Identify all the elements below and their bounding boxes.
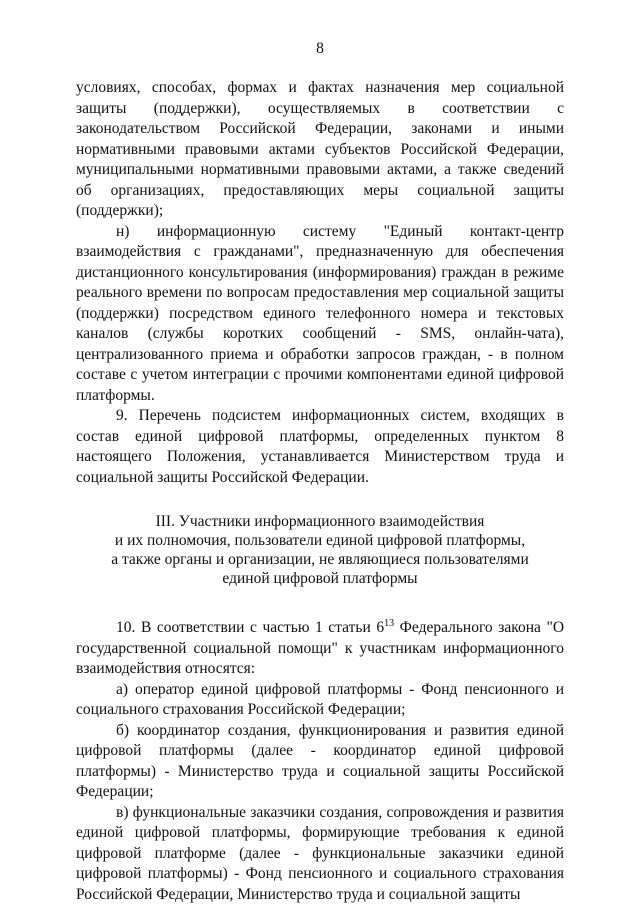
paragraph-item-v: в) функциональные заказчики создания, сопровождения и развития единой цифровой платформы, формирующие требования к единой цифровой платформе (далее - функциональные заказчики единой цифровой платформы) - Фонд пенсионного и социального страхования Российской Федерации, Министерство труда и социальной защиты xyxy=(76,803,564,903)
paragraph-continuation: условиях, способах, формах и фактах назначения мер социальной защиты (поддержки), осуществляемых в соответствии с законодательством Российской Федерации, законами и иными нормативными правовыми актами субъектов Российской Федерации, муниципальными нормативными правовыми актами, а также сведений об организациях, предоставляющих меры социальной защиты (поддержки); xyxy=(76,79,564,219)
paragraph-item-n: н) информационную систему "Единый контакт-центр взаимодействия с гражданами", предназначенную для обеспечения дистанционного консультирования (информирования) граждан в режиме реального времени по вопросам предоставления мер социальной защиты (поддержки) посредством единого телефонного номера и текстовых каналов (службы коротких сообщений - SMS, онлайн-чата), централизованного приема и обработки запросов граждан, - в полном составе с учетом интеграции с прочими компонентами единой цифровой платформы. xyxy=(76,222,564,404)
section-heading-3 xyxy=(76,512,564,588)
page-number: 8 xyxy=(316,40,324,57)
section-heading-line: III. Участники информационного взаимодействия xyxy=(155,513,485,530)
paragraph-item-b: б) координатор создания, функционирования и развития единой цифровой платформы (далее - координатор единой цифровой платформы) - Министерство труда и социальной защиты Российской Федерации; xyxy=(76,721,564,800)
article-superscript: 13 xyxy=(384,617,395,629)
section-heading-line: и их полномочия, пользователи единой цифровой платформы, xyxy=(114,532,526,549)
paragraph-9: 9. Перечень подсистем информационных систем, входящих в состав единой цифровой платформы, определенных пунктом 8 настоящего Положения, устанавливается Министерством труда и социальной защиты Российской Федерации. xyxy=(76,407,564,486)
section-heading-line: а также органы и организации, не являющиеся пользователями xyxy=(111,551,529,568)
paragraph-10-start: 10. В соответствии с частью 1 статьи 6 xyxy=(116,619,385,636)
document-body xyxy=(76,78,564,905)
paragraph-10-rest: Федерального закона "О государственной социальной помощи" к участникам информационного взаимодействия относятся: xyxy=(76,619,565,677)
section-heading-line: единой цифровой платформы xyxy=(222,570,418,587)
paragraph-item-a: а) оператор единой цифровой платформы - Фонд пенсионного и социального страхования Российской Федерации; xyxy=(76,680,564,718)
paragraph-10 xyxy=(76,618,564,680)
